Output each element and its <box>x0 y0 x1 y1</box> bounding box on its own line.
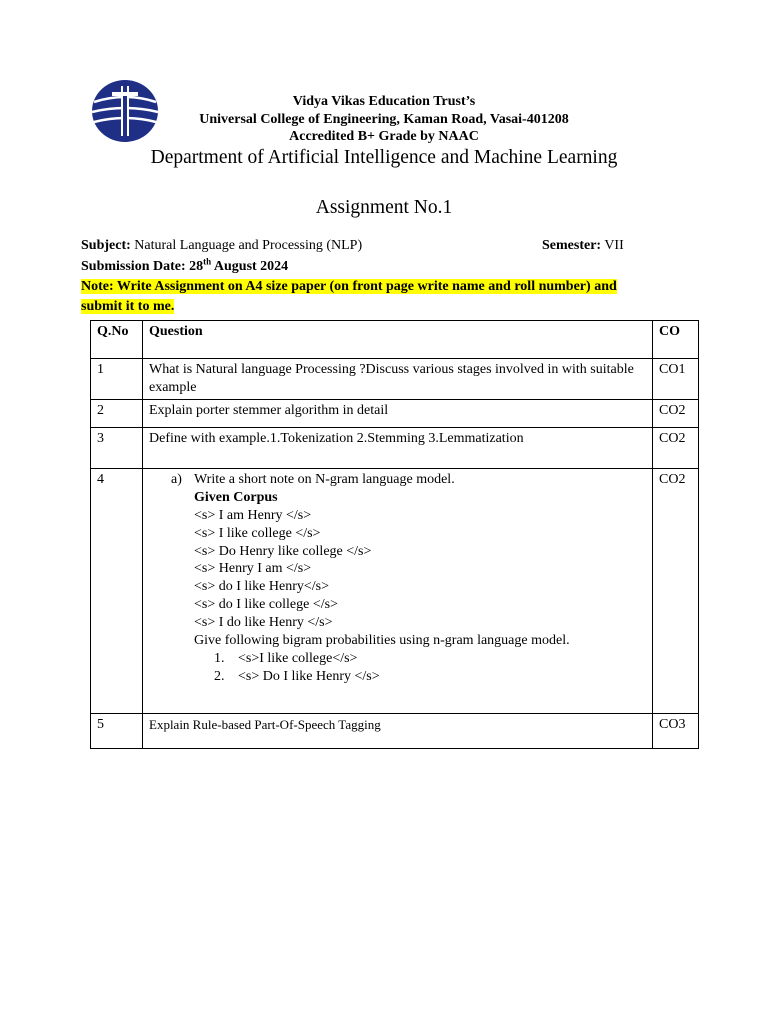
subject-line <box>81 238 362 254</box>
table-row: 5 Explain Rule-based Part-Of-Speech Tagging CO3 <box>91 714 699 749</box>
header-question: Question <box>143 321 653 359</box>
trust-name: Vidya Vikas Education Trust’s <box>292 94 476 109</box>
college-name: Universal College of Engineering, Kaman Road, Vasai-401208 <box>199 112 569 127</box>
table-header-row <box>91 321 699 359</box>
list-item: <s> I am Henry </s> <box>194 508 312 523</box>
subject-label: Subject: <box>81 238 131 253</box>
assignment-title: Assignment No.1 <box>315 197 453 218</box>
semester-label: Semester: <box>542 238 602 253</box>
list-item: <s> Do Henry like college </s> <box>194 543 372 559</box>
bigram-list <box>194 650 570 686</box>
questions-table <box>90 320 699 749</box>
accreditation: Accredited B+ Grade by NAAC <box>289 129 479 144</box>
table-row: 1 What is Natural language Processing ?Discuss various stages involved in with suitable example CO1 <box>91 359 699 400</box>
table-row: 3 Define with example.1.Tokenization 2.Stemming 3.Lemmatization CO2 <box>91 428 699 469</box>
list-item: <s> do I like Henry</s> <box>194 579 330 595</box>
list-item: <s> I do like Henry </s> <box>194 614 333 630</box>
note-line-2: submit it to me. <box>81 299 175 314</box>
list-item: <s> do I like college </s> <box>194 596 338 612</box>
list-item: 2. <s> Do I like Henry </s> <box>214 668 380 684</box>
instruction: Give following bigram probabilities using n-gram language model. <box>194 632 570 648</box>
list-item: <s> Henry I am </s> <box>194 561 312 577</box>
submission-date: Submission Date: 28th August 2024 <box>81 256 289 274</box>
corpus-heading: Given Corpus <box>194 490 278 505</box>
corpus-list <box>194 507 570 632</box>
question-4-part-a: a) Write a short note on N-gram language model. Given Corpus <s> I am Henry </s> <s> I like college </s> <s> Do Henry like college </s> <s> Henry I am </s> <s> do I like Henry</s> <s> do I like college </s> <s> I do like Henry </s> Give following bigram probabilities using n-gram language model. 1. <s>I like college</s> 2. <s> Do I like Henry </s> <box>171 472 570 684</box>
semester-line <box>542 238 624 254</box>
department-title: Department of Artificial Intelligence and Machine Learning <box>150 147 618 168</box>
table-row: 4 a) Write a short note on N-gram language model. Given Corpus <s> I am Henry </s> <s> I like college </s> <s> Do Henry like college </s> <s> Henry I am </s> <s> do I like Henry</s> <s> do I like college </s> <s> I do like Henry </s> Give following bigram probabilities using n-gram language model. 1. <s>I like college</s> 2. <s> Do I like Henry </s> CO2 <box>91 469 699 714</box>
semester-value: VII <box>601 238 624 253</box>
table-row: 2 Explain porter stemmer algorithm in detail CO2 <box>91 400 699 428</box>
list-item: <s> I like college </s> <box>194 525 321 541</box>
subject-value: Natural Language and Processing (NLP) <box>130 238 363 253</box>
list-item: 1. <s>I like college</s> <box>214 650 358 666</box>
note-line-1: Note: Write Assignment on A4 size paper (on front page write name and roll number) and <box>81 279 617 294</box>
header-co: CO <box>653 321 699 359</box>
header-qno: Q.No <box>91 321 143 359</box>
